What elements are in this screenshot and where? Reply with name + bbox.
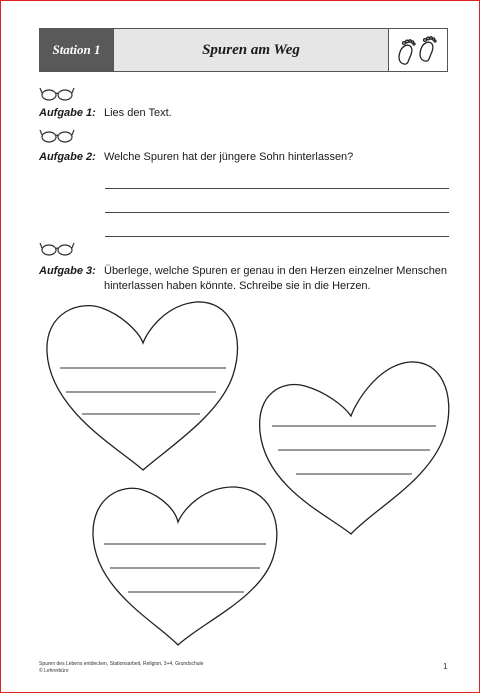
- footer: [39, 661, 203, 675]
- page-title: Spuren am Weg: [113, 29, 388, 71]
- heart-shape: [47, 302, 238, 470]
- station-label: Station 1: [40, 29, 113, 71]
- footer-source: Spuren des Lebens entdecken, Stationsarbeit, Religion, 3+4, Grundschule: [39, 661, 204, 667]
- task-2-text: Welche Spuren hat der jüngere Sohn hinterlassen?: [104, 151, 354, 163]
- heart-shape: [93, 487, 277, 645]
- task-3-label: Aufgabe 3:: [39, 265, 96, 277]
- task-1-text: Lies den Text.: [104, 107, 172, 119]
- task-2-label: Aufgabe 2:: [39, 151, 96, 163]
- heart-shape: [260, 362, 449, 534]
- page-number: 1: [443, 662, 448, 671]
- task-3-text-line2: hinterlassen haben könnte. Schreibe sie in die Herzen.: [104, 280, 371, 292]
- footer-copyright: © Lehrerbüro: [39, 668, 69, 674]
- task-1-label: Aufgabe 1:: [39, 107, 96, 119]
- task-3-text-line1: Überlege, welche Spuren er genau in den Herzen einzelner Menschen: [104, 265, 448, 277]
